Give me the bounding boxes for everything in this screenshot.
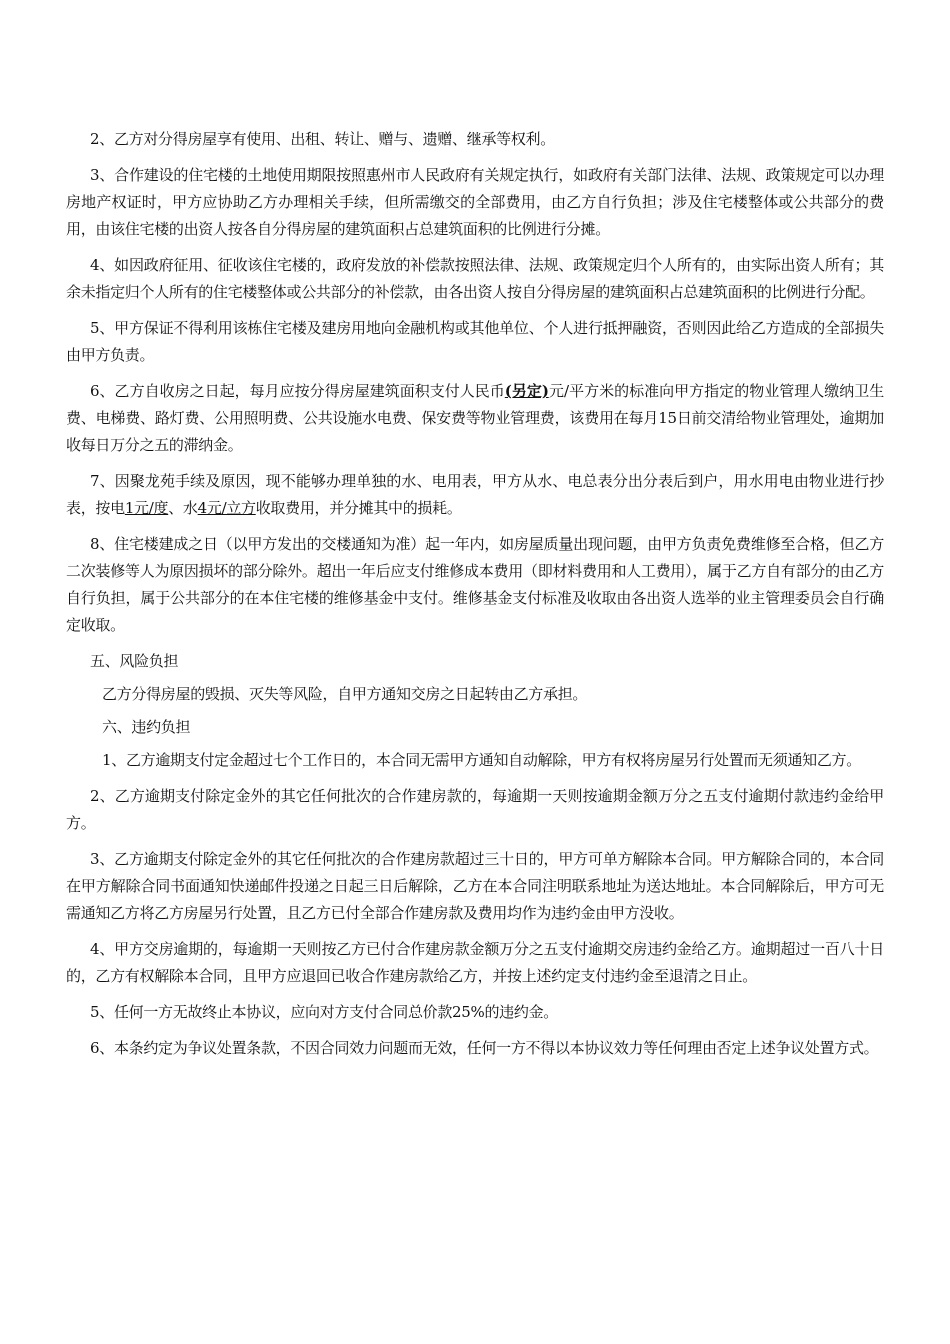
clause-utilities-electric-rate: 1元/度 bbox=[124, 499, 169, 517]
clause-warranty: 8、住宅楼建成之日（以甲方发出的交楼通知为准）起一年内，如房屋质量出现问题，由甲方负责免费维修至合格，但乙方二次装修等人为原因损坏的部分除外。超出一年后应支付维修成本费用（即材料费用和人工费用），属于乙方自有部分的由乙方自行负担，属于公共部分的在本住宅楼的维修基金中支付。维修基金支付标准及收取由各出资人选举的业主管理委员会自行确定收取。 bbox=[66, 535, 884, 634]
clause-property-fee-text-a: 6、乙方自收房之日起，每月应按分得房屋建筑面积支付人民币 bbox=[90, 382, 505, 400]
clause-compensation: 4、如因政府征用、征收该住宅楼的，政府发放的补偿款按照法律、法规、政策规定归个人所有的，由实际出资人所有；其余未指定归个人所有的住宅楼整体或公共部分的补偿款，由各出资人按自分得房屋的建筑面积占总建筑面积的比例进行分配。 bbox=[66, 256, 884, 301]
section-heading-risk: 五、风险负担 bbox=[90, 652, 179, 670]
clause-breach-1: 1、乙方逾期支付定金超过七个工作日的，本合同无需甲方通知自动解除，甲方有权将房屋另行处置而无须通知乙方。 bbox=[102, 751, 861, 769]
clause-utilities-water-rate: 4元/立方 bbox=[197, 499, 256, 517]
clause-property-fee-text-c: 元/平方米的标准向甲方指定的物业管理人缴纳卫生费、电梯费、路灯费、公用照明费、公共设施水电费、保安费等物业管理费，该费用在每月15日前交清给物业管理处，逾期加收每日万分之五的滞纳金。 bbox=[66, 382, 884, 454]
clause-utilities bbox=[66, 468, 884, 522]
clause-land-use: 3、合作建设的住宅楼的土地使用期限按照惠州市人民政府有关规定执行，如政府有关部门法律、法规、政策规定可以办理房地产权证时，甲方应协助乙方办理相关手续，但所需缴交的全部费用，由乙方自行负担；涉及住宅楼整体或公共部分的费用，由该住宅楼的出资人按各自分得房屋的建筑面积占总建筑面积的比例进行分摊。 bbox=[66, 166, 884, 238]
clause-rights: 2、乙方对分得房屋享有使用、出租、转让、赠与、遗赠、继承等权利。 bbox=[90, 130, 555, 148]
clause-risk: 乙方分得房屋的毁损、灭失等风险，自甲方通知交房之日起转由乙方承担。 bbox=[102, 685, 588, 703]
clause-property-fee bbox=[66, 378, 884, 459]
section-heading-breach: 六、违约负担 bbox=[102, 718, 191, 736]
clause-property-fee-amount: (另定) bbox=[504, 382, 549, 400]
clause-breach-3: 3、乙方逾期支付除定金外的其它任何批次的合作建房款超过三十日的，甲方可单方解除本合同。甲方解除合同的，本合同在甲方解除合同书面通知快递邮件投递之日起三日后解除，乙方在本合同注明联系地址为送达地址。本合同解除后，甲方可无需通知乙方将乙方房屋另行处置，且乙方已付全部合作建房款及费用均作为违约金由甲方没收。 bbox=[66, 850, 884, 922]
clause-no-mortgage: 5、甲方保证不得利用该栋住宅楼及建房用地向金融机构或其他单位、个人进行抵押融资，否则因此给乙方造成的全部损失由甲方负责。 bbox=[66, 319, 884, 364]
clause-breach-4: 4、甲方交房逾期的，每逾期一天则按乙方已付合作建房款金额万分之五支付逾期交房违约金给乙方。逾期超过一百八十日的，乙方有权解除本合同，且甲方应退回已收合作建房款给乙方，并按上述约定支付违约金至退清之日止。 bbox=[66, 940, 884, 985]
clause-breach-6: 6、本条约定为争议处置条款，不因合同效力问题而无效，任何一方不得以本协议效力等任何理由否定上述争议处置方式。 bbox=[90, 1039, 879, 1057]
clause-utilities-text-e: 收取费用，并分摊其中的损耗。 bbox=[255, 499, 462, 517]
clause-breach-5: 5、任何一方无故终止本协议，应向对方支付合同总价款25%的违约金。 bbox=[90, 1003, 558, 1021]
clause-utilities-text-a: 7、因聚龙苑手续及原因，现不能够办理单独的水、电用表，甲方从水、电总表分出分表后到户，用水用电由物业进行抄表，按电 bbox=[66, 472, 884, 517]
clause-breach-2: 2、乙方逾期支付除定金外的其它任何批次的合作建房款的，每逾期一天则按逾期金额万分之五支付逾期付款违约金给甲方。 bbox=[66, 787, 884, 832]
clause-utilities-text-c: 、水 bbox=[168, 499, 198, 517]
